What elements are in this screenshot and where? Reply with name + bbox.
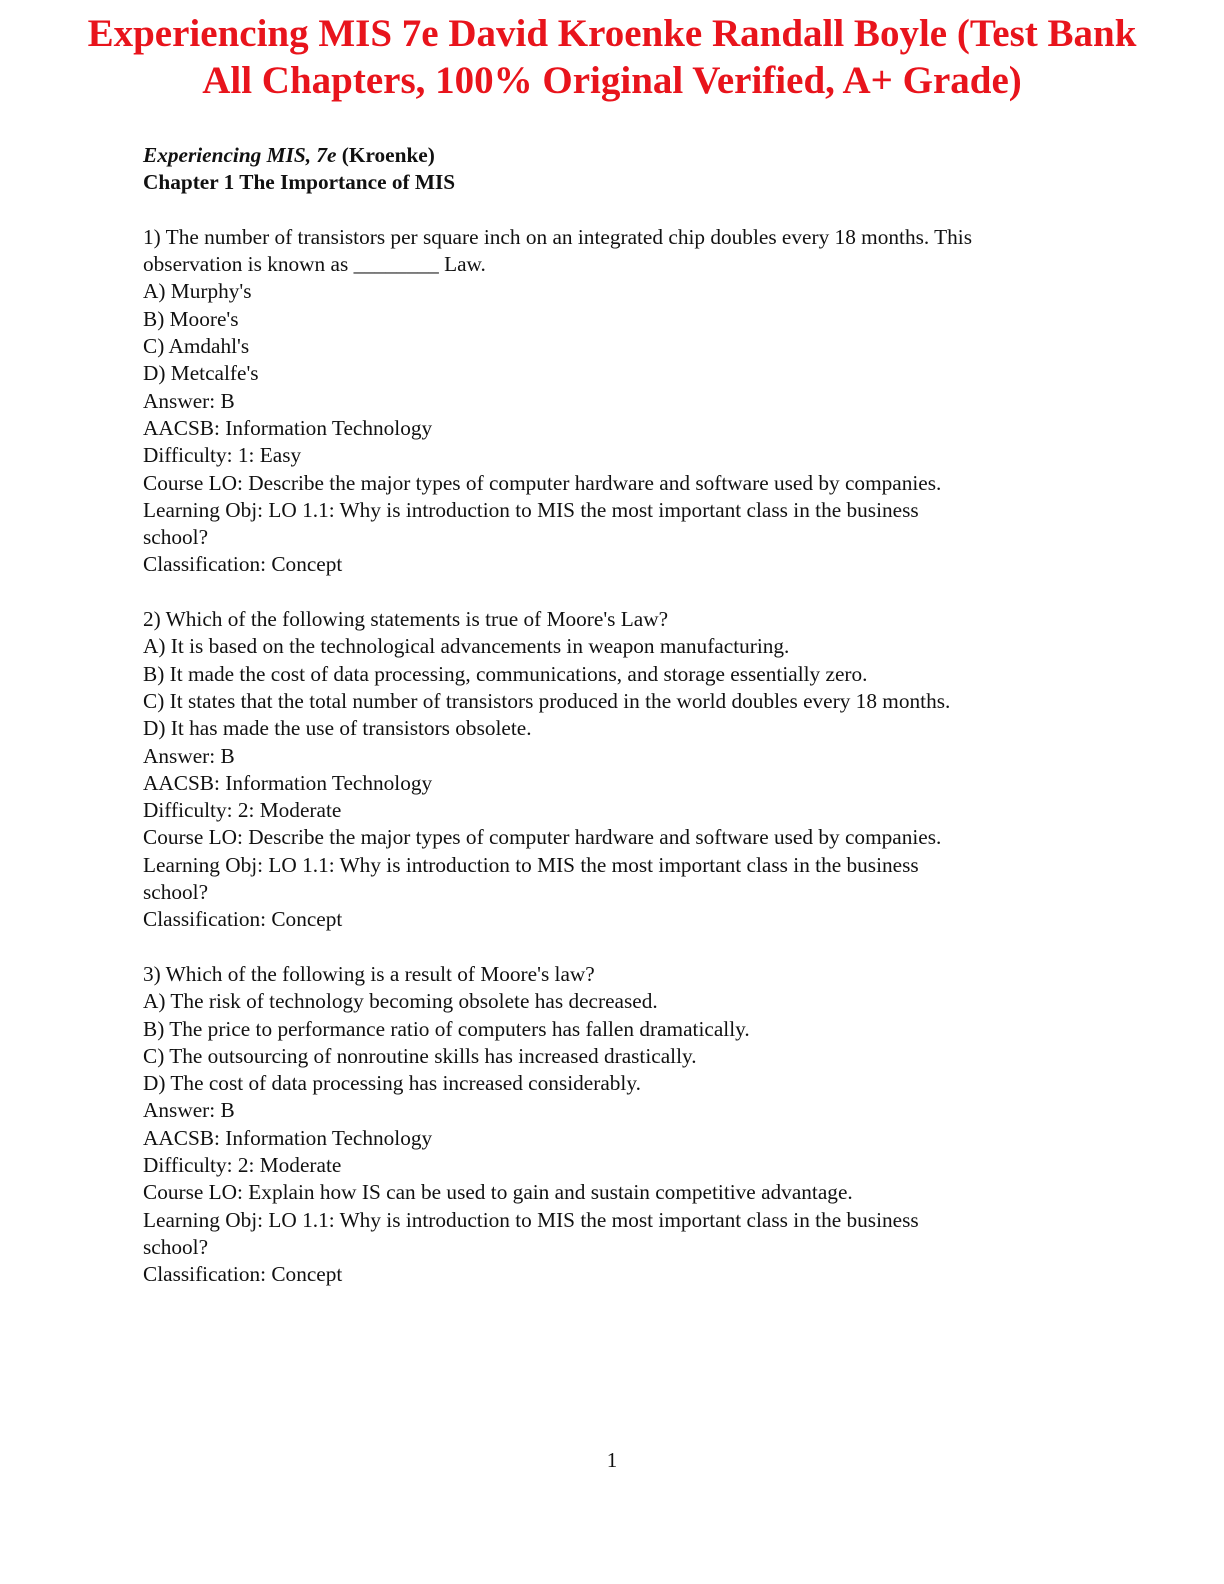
question-item (143, 224, 1103, 579)
learning-objective: Learning Obj: LO 1.1: Why is introduction to MIS the most important class in the business (143, 852, 919, 877)
classification-tag: Classification: Concept (143, 552, 343, 577)
aacsb-tag: AACSB: Information Technology (143, 1125, 433, 1150)
answer-option: B) The price to performance ratio of computers has fallen dramatically. (143, 1016, 750, 1041)
answer-key: Answer: B (143, 388, 235, 413)
classification-tag: Classification: Concept (143, 907, 343, 932)
question-stem: 1) The number of transistors per square inch on an integrated chip doubles every 18 months. This (143, 224, 973, 249)
question-stem: 2) Which of the following statements is true of Moore's Law? (143, 607, 669, 632)
question-item (143, 961, 1103, 1289)
book-author: (Kroenke) (336, 143, 435, 167)
learning-objective: Learning Obj: LO 1.1: Why is introduction to MIS the most important class in the business (143, 1207, 919, 1232)
document-title (0, 10, 1224, 104)
course-lo: Course LO: Describe the major types of computer hardware and software used by companies. (143, 470, 942, 495)
book-header (143, 142, 1103, 169)
classification-tag: Classification: Concept (143, 1262, 343, 1287)
aacsb-tag: AACSB: Information Technology (143, 415, 433, 440)
document-body (143, 142, 1103, 1288)
title-line-1: Experiencing MIS 7e David Kroenke Randall Boyle (Test Bank (87, 12, 1137, 55)
question-list (143, 224, 1103, 1289)
answer-option: A) The risk of technology becoming obsolete has decreased. (143, 989, 658, 1014)
aacsb-tag: AACSB: Information Technology (143, 770, 433, 795)
learning-objective: Learning Obj: LO 1.1: Why is introduction to MIS the most important class in the business (143, 497, 919, 522)
course-lo: Course LO: Describe the major types of computer hardware and software used by companies. (143, 825, 942, 850)
answer-key: Answer: B (143, 743, 235, 768)
course-lo: Course LO: Explain how IS can be used to gain and sustain competitive advantage. (143, 1180, 853, 1205)
question-stem-continued: observation is known as ________ Law. (143, 252, 486, 277)
answer-key: Answer: B (143, 1098, 235, 1123)
answer-option: C) Amdahl's (143, 334, 250, 359)
answer-option: B) Moore's (143, 306, 239, 331)
difficulty-tag: Difficulty: 2: Moderate (143, 1152, 342, 1177)
question-stem: 3) Which of the following is a result of Moore's law? (143, 961, 595, 986)
answer-option: D) The cost of data processing has increased considerably. (143, 1071, 641, 1096)
difficulty-tag: Difficulty: 1: Easy (143, 443, 302, 468)
learning-objective-continued: school? (143, 525, 209, 550)
chapter-title: Chapter 1 The Importance of MIS (143, 170, 456, 195)
answer-option: C) It states that the total number of transistors produced in the world doubles every 18 months. (143, 688, 951, 713)
answer-option: A) Murphy's (143, 279, 252, 304)
question-item (143, 606, 1103, 934)
difficulty-tag: Difficulty: 2: Moderate (143, 798, 342, 823)
title-line-2: All Chapters, 100% Original Verified, A+ Grade) (202, 59, 1022, 102)
answer-option: A) It is based on the technological advancements in weapon manufacturing. (143, 634, 790, 659)
answer-option: D) Metcalfe's (143, 361, 259, 386)
learning-objective-continued: school? (143, 880, 209, 905)
answer-option: B) It made the cost of data processing, communications, and storage essentially zero. (143, 661, 868, 686)
book-title: Experiencing MIS, 7e (143, 143, 337, 167)
page-number: 1 (606, 1448, 618, 1472)
answer-option: C) The outsourcing of nonroutine skills has increased drastically. (143, 1043, 697, 1068)
answer-option: D) It has made the use of transistors obsolete. (143, 716, 532, 741)
learning-objective-continued: school? (143, 1234, 209, 1259)
